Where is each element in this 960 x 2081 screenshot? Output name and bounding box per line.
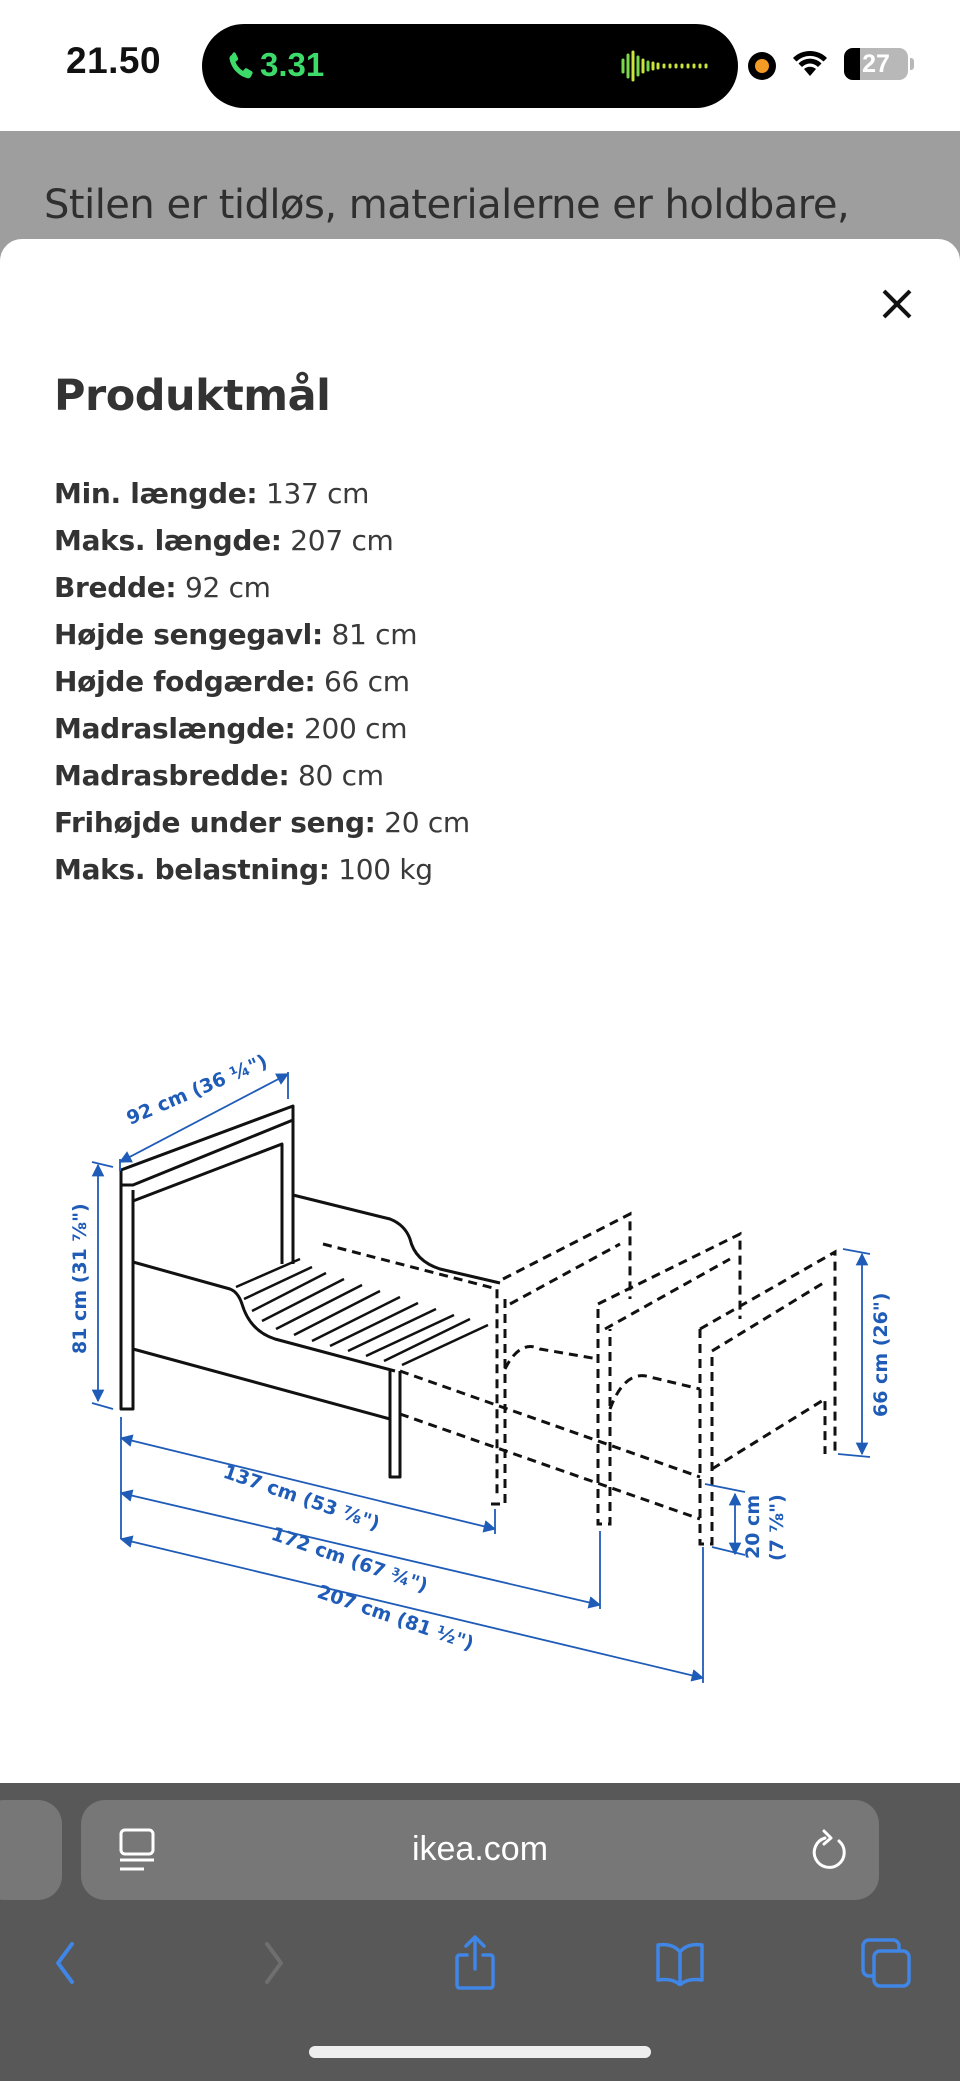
- wifi-icon: [790, 46, 830, 78]
- spec-mattress-width: [54, 752, 470, 799]
- bed-slats: [236, 1259, 488, 1365]
- spec-label: Maks. belastning:: [54, 853, 330, 886]
- audio-waveform-icon: [620, 50, 712, 82]
- spec-headboard-height: [54, 611, 470, 658]
- home-indicator[interactable]: [309, 2046, 651, 2058]
- browser-chrome: [0, 1783, 960, 2081]
- share-icon: [452, 1935, 498, 1991]
- status-indicators: [730, 0, 960, 131]
- spec-label: Min. længde:: [54, 477, 258, 510]
- label-length-max: 207 cm (81 ½"): [314, 1580, 477, 1656]
- spec-label: Højde sengegavl:: [54, 618, 323, 651]
- spec-label: Maks. længde:: [54, 524, 282, 557]
- label-length-min: 137 cm (53 ⅞"): [220, 1460, 383, 1536]
- close-button[interactable]: [872, 279, 922, 329]
- label-length-mid: 172 cm (67 ¾"): [268, 1522, 431, 1598]
- dimension-labels: [69, 1050, 892, 1655]
- spec-list: [54, 470, 470, 893]
- close-icon: [881, 288, 913, 320]
- bookmarks-icon: [653, 1940, 707, 1986]
- back-icon: [50, 1940, 80, 1986]
- spec-mattress-length: [54, 705, 470, 752]
- back-button[interactable]: [35, 1933, 95, 1993]
- spec-value: 92 cm: [184, 571, 271, 604]
- recording-indicator-icon: [748, 52, 776, 80]
- spec-footboard-height: [54, 658, 470, 705]
- browser-toolbar: [0, 1933, 960, 1993]
- address-bar[interactable]: [81, 1800, 879, 1900]
- spec-label: Madraslængde:: [54, 712, 296, 745]
- backdrop-page-text: Stilen er tidløs, materialerne er holdbare,: [44, 182, 850, 228]
- forward-icon: [259, 1940, 289, 1986]
- label-width: 92 cm (36 ¼"): [123, 1050, 271, 1130]
- spec-label: Bredde:: [54, 571, 177, 604]
- spec-max-load: [54, 846, 470, 893]
- label-clearance-cm: 20 cm: [742, 1494, 764, 1559]
- label-footboard-height: 66 cm (26"): [870, 1292, 892, 1417]
- tabs-button[interactable]: [856, 1933, 916, 1993]
- spec-min-length: [54, 470, 470, 517]
- battery-tip: [910, 58, 914, 70]
- spec-value: 20 cm: [384, 806, 470, 839]
- label-headboard-height: 81 cm (31 ⅞"): [69, 1203, 91, 1354]
- url-text[interactable]: ikea.com: [411, 1830, 549, 1868]
- call-duration: 3.31: [260, 46, 325, 83]
- sheet-title: Produktmål: [54, 371, 331, 421]
- product-dimensions-sheet: [0, 239, 960, 1785]
- spec-value: 137 cm: [265, 477, 370, 510]
- phone-icon: [224, 46, 258, 86]
- previous-tab-preview[interactable]: [0, 1800, 62, 1900]
- dynamic-island-call[interactable]: [202, 24, 738, 108]
- battery-icon: [844, 48, 908, 80]
- bed-solid-outline: [121, 1106, 500, 1477]
- spec-value: 100 kg: [338, 853, 433, 886]
- spec-label: Højde fodgærde:: [54, 665, 316, 698]
- spec-under-bed-clearance: [54, 799, 470, 846]
- spec-value: 200 cm: [304, 712, 408, 745]
- forward-button[interactable]: [244, 1933, 304, 1993]
- spec-value: 207 cm: [290, 524, 394, 557]
- battery-percent: 27: [862, 50, 890, 78]
- bed-dimension-diagram: [60, 1049, 920, 1749]
- spec-value: 66 cm: [324, 665, 410, 698]
- spec-width: [54, 564, 470, 611]
- status-time: 21.50: [66, 40, 162, 81]
- spec-max-length: [54, 517, 470, 564]
- spec-value: 81 cm: [331, 618, 418, 651]
- bookmarks-button[interactable]: [650, 1933, 710, 1993]
- tabs-icon: [860, 1937, 912, 1989]
- share-button[interactable]: [445, 1933, 505, 1993]
- spec-value: 80 cm: [298, 759, 384, 792]
- dimension-lines: [92, 1072, 870, 1683]
- spec-label: Frihøjde under seng:: [54, 806, 376, 839]
- spec-label: Madrasbredde:: [54, 759, 290, 792]
- reload-icon[interactable]: [809, 1828, 853, 1874]
- label-clearance-in: (7 ⅞"): [766, 1494, 788, 1561]
- status-bar: [0, 0, 960, 131]
